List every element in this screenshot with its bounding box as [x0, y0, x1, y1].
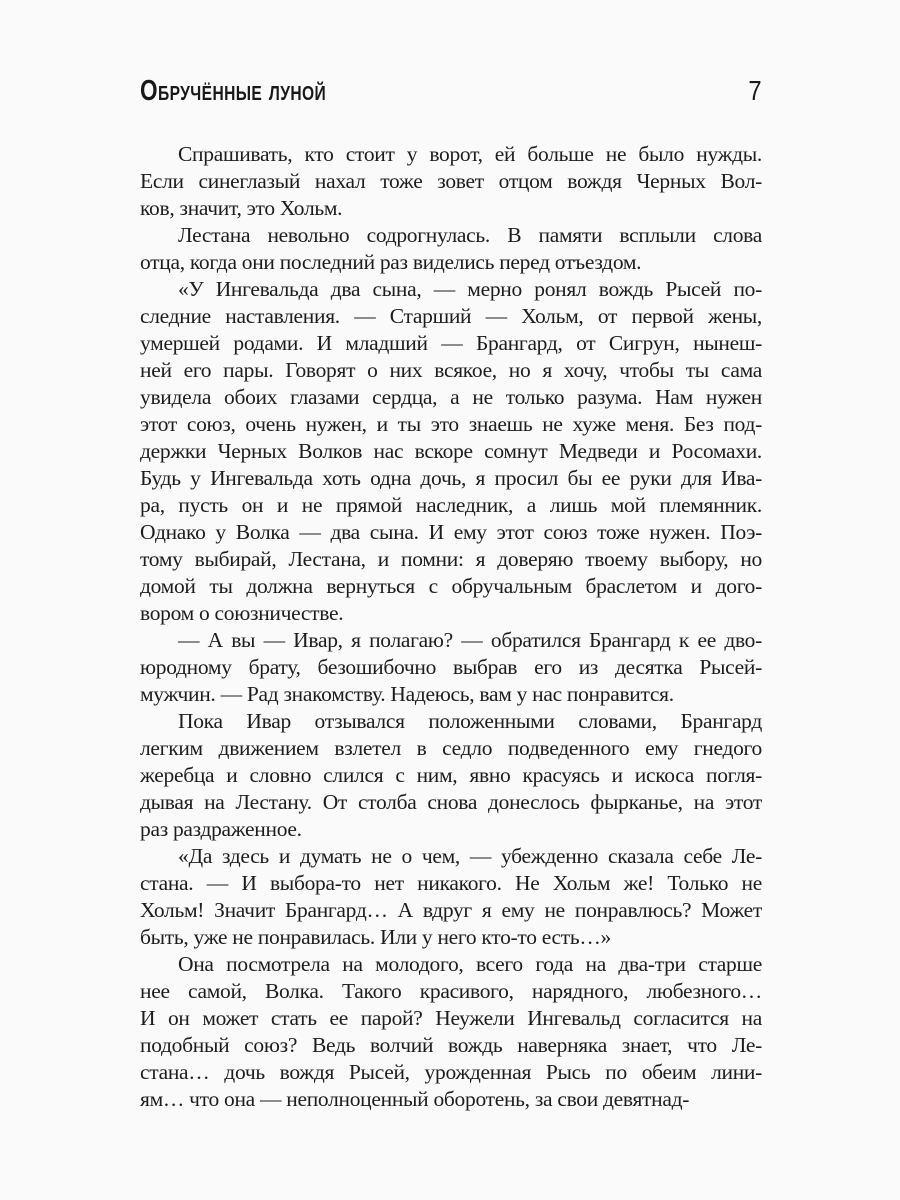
text-line: держки Черных Волков нас вскоре сомнут Медведи и Росомахи.: [140, 439, 762, 463]
text-line: Будь у Ингевальда хоть одна дочь, я просил бы ее руки для Ива-: [140, 466, 762, 490]
text-block: [140, 141, 762, 1113]
text-line: домой ты должна вернуться с обручальным браслетом и дого-: [140, 574, 762, 598]
text-line: Лестана невольно содрогнулась. В памяти всплыли слова: [178, 223, 762, 247]
text-line: «Да здесь и думать не о чем, — убежденно сказала себе Ле-: [178, 844, 762, 868]
text-line: ней его пары. Говорят о них всякое, но я хочу, чтобы ты сама: [140, 358, 762, 382]
text-line: Пока Ивар отзывался положенными словами, Брангард: [178, 709, 762, 733]
text-line: дывая на Лестану. От столба снова донеслось фырканье, на этот: [140, 790, 762, 814]
text-line: Спрашивать, кто стоит у ворот, ей больше не было нужды.: [178, 142, 762, 166]
text-line: отца, когда они последний раз виделись перед отъездом.: [140, 250, 642, 274]
paragraph: [140, 843, 762, 951]
text-line: тому выбирай, Лестана, и помни: я доверяю твоему выбору, но: [140, 547, 762, 571]
text-line: «У Ингевальда два сына, — мерно ронял вождь Рысей по-: [178, 277, 762, 301]
text-line: следние наставления. — Старший — Хольм, от первой жены,: [140, 304, 762, 328]
text-line: увидела обоих глазами сердца, а не только разума. Нам нужен: [140, 385, 762, 409]
text-line: стана. — И выбора-то нет никакого. Не Хольм же! Только не: [140, 871, 762, 895]
text-line: умершей родами. И младший — Брангард, от Сигрун, нынеш-: [140, 331, 762, 355]
text-line: легким движением взлетел в седло подведенного ему гнедого: [140, 736, 762, 760]
paragraph: [140, 627, 762, 708]
paragraph: [140, 951, 762, 1113]
text-line: Однако у Волка — два сына. И ему этот союз тоже нужен. Поэ-: [140, 520, 762, 544]
text-line: ра, пусть он и не прямой наследник, а лишь мой племянник.: [140, 493, 762, 517]
paragraph: [140, 141, 762, 222]
book-title: Обручённые луной: [140, 75, 327, 107]
text-line: мужчин. — Рад знакомству. Надеюсь, вам у нас понравится.: [140, 682, 674, 706]
text-line: Она посмотрела на молодого, всего года на два-три старше: [178, 952, 762, 976]
running-header: [140, 76, 762, 108]
text-line: юродному брату, безошибочно выбрав его из десятка Рысей-: [140, 655, 762, 679]
paragraph: [140, 276, 762, 627]
paragraph: [140, 222, 762, 276]
text-line: вором о союзничестве.: [140, 601, 344, 625]
text-line: быть, уже не понравилась. Или у него кто-то есть…»: [140, 925, 612, 949]
text-line: нее самой, Волка. Такого красивого, нарядного, любезного…: [140, 979, 762, 1003]
text-line: этот союз, очень нужен, и ты это знаешь не хуже меня. Без под-: [140, 412, 762, 436]
text-line: подобный союз? Ведь волчий вождь наверняка знает, что Ле-: [140, 1033, 762, 1057]
text-line: жеребца и словно слился с ним, явно красуясь и искоса погля-: [140, 763, 762, 787]
text-line: И он может стать ее парой? Неужели Ингевальд согласится на: [140, 1006, 762, 1030]
page-number: 7: [748, 75, 762, 106]
text-line: Хольм! Значит Брангард… А вдруг я ему не понравлюсь? Может: [140, 898, 762, 922]
text-line: раз раздраженное.: [140, 817, 302, 841]
text-line: — А вы — Ивар, я полагаю? — обратился Брангард к ее дво-: [178, 628, 762, 652]
text-line: Если синеглазый нахал тоже зовет отцом вождя Черных Вол-: [140, 169, 762, 193]
text-line: стана… дочь вождя Рысей, урожденная Рысь по обеим лини-: [140, 1060, 762, 1084]
text-line: ков, значит, это Хольм.: [140, 196, 343, 220]
text-line: ям… что она — неполноценный оборотень, за свои девятнад-: [140, 1087, 690, 1111]
paragraph: [140, 708, 762, 843]
